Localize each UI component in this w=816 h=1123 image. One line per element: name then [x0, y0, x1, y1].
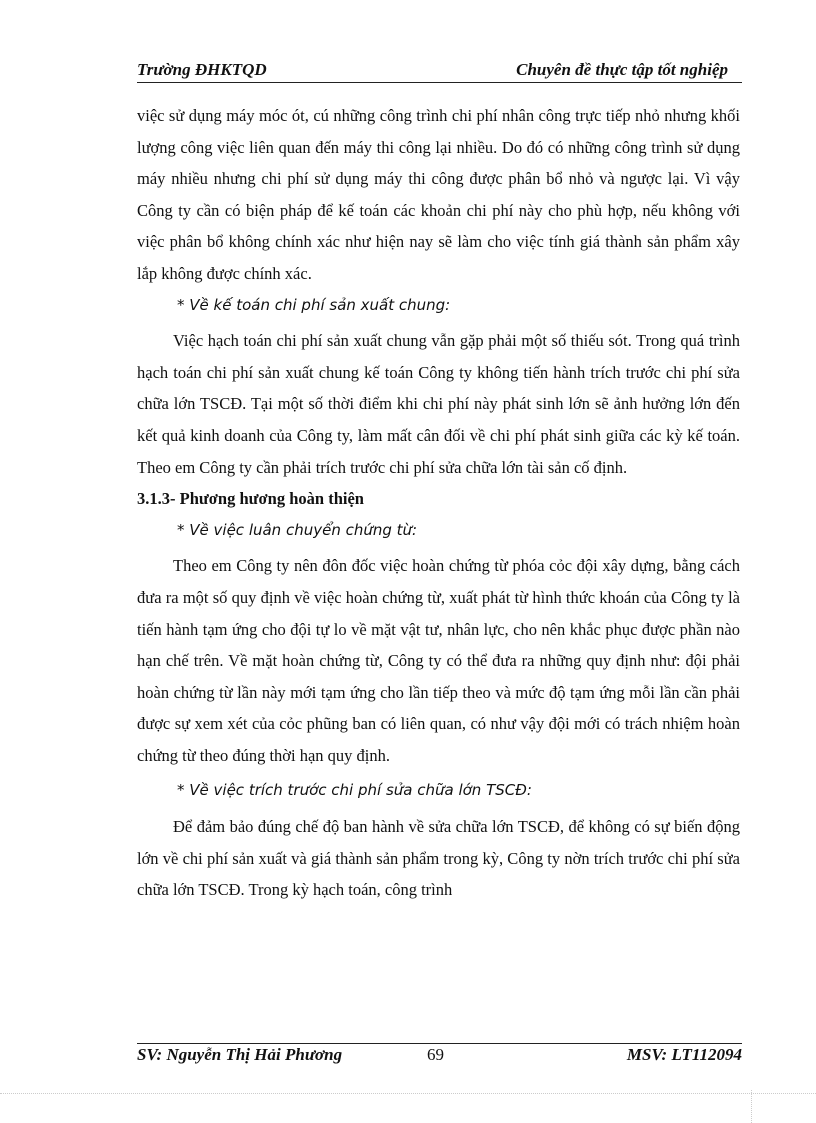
paragraph: việc sử dụng máy móc ót, cú những công trình chi phí nhân công trực tiếp nhỏ nhưng khối lượng công việc liên quan đến máy thi công lại nhiều. Do đó có những công trình sử dụng máy nhiều nhưng chi phí sử dụng máy thi công được phân bổ nhỏ và ngược lại. Vì vậy Công ty cần có biện pháp để kế toán các khoản chi phí này cho phù hợp, nếu không với việc phân bổ không chính xác như hiện nay sẽ làm cho việc tính giá thành sản phẩm xây lắp không được chính xác. — [137, 106, 740, 283]
page-footer — [137, 1043, 742, 1072]
student-id: MSV: LT112094 — [626, 1045, 742, 1064]
section-heading: 3.1.3- Phương hương hoàn thiện — [137, 489, 364, 509]
subsection-title: * Về việc trích trước chi phí sửa chữa lớn TSCĐ: — [177, 781, 532, 800]
page-edge-divider — [0, 1093, 816, 1094]
paragraph: Việc hạch toán chi phí sản xuất chung vẫn gặp phải một số thiếu sót. Trong quá trình hạch toán chi phí sản xuất chung kế toán Công ty không tiến hành trích trước chi phí sửa chữa lớn TSCĐ. Tại một số thời điểm khi chi phí này phát sinh lớn sẽ ảnh hưởng lớn đến kết quả kinh doanh của Công ty, làm mất cân đối về chi phí phát sinh giữa các kỳ kế toán. Theo em Công ty cần phải trích trước chi phí sửa chữa lớn tài sản cố định. — [137, 331, 740, 477]
student-name: SV: Nguyễn Thị Hải Phương — [137, 1045, 343, 1064]
page-number: 69 — [427, 1045, 444, 1064]
page-corner-divider — [751, 1090, 752, 1123]
report-title: Chuyên đề thực tập tốt nghiệp — [516, 60, 728, 79]
paragraph: Theo em Công ty nên đôn đốc việc hoàn chứng từ phóa cỏc đội xây dựng, bằng cách đưa ra một số quy định về việc hoàn chứng từ, xuất phát từ hình thức khoán của Công ty là tiến hành tạm ứng cho đội tự lo về mặt vật tư, nhân lực, cho nên khắc phục được phần nào hạn chế trên. Về mặt hoàn chứng từ, Công ty có thể đưa ra những quy định như: đội phải hoàn chứng từ lần này mới tạm ứng cho lần tiếp theo và mức độ tạm ứng mỗi lần cần phải được sự xem xét của cỏc phũng ban có liên quan, có như vậy đội mới có trách nhiệm hoàn chứng từ theo đúng thời hạn quy định. — [137, 556, 740, 765]
school-name: Trường ĐHKTQD — [137, 60, 267, 79]
paragraph: Để đảm bảo đúng chế độ ban hành về sửa chữa lớn TSCĐ, để không có sự biến động lớn về chi phí sản xuất và giá thành sản phẩm trong kỳ, Công ty nờn trích trước chi phí sửa chữa lớn TSCĐ. Trong kỳ hạch toán, công trình — [137, 817, 740, 900]
page-header — [137, 56, 742, 83]
subsection-title: * Về việc luân chuyển chứng từ: — [177, 520, 418, 539]
document-body — [137, 100, 740, 906]
subsection-title: * Về kế toán chi phí sản xuất chung: — [177, 295, 451, 314]
